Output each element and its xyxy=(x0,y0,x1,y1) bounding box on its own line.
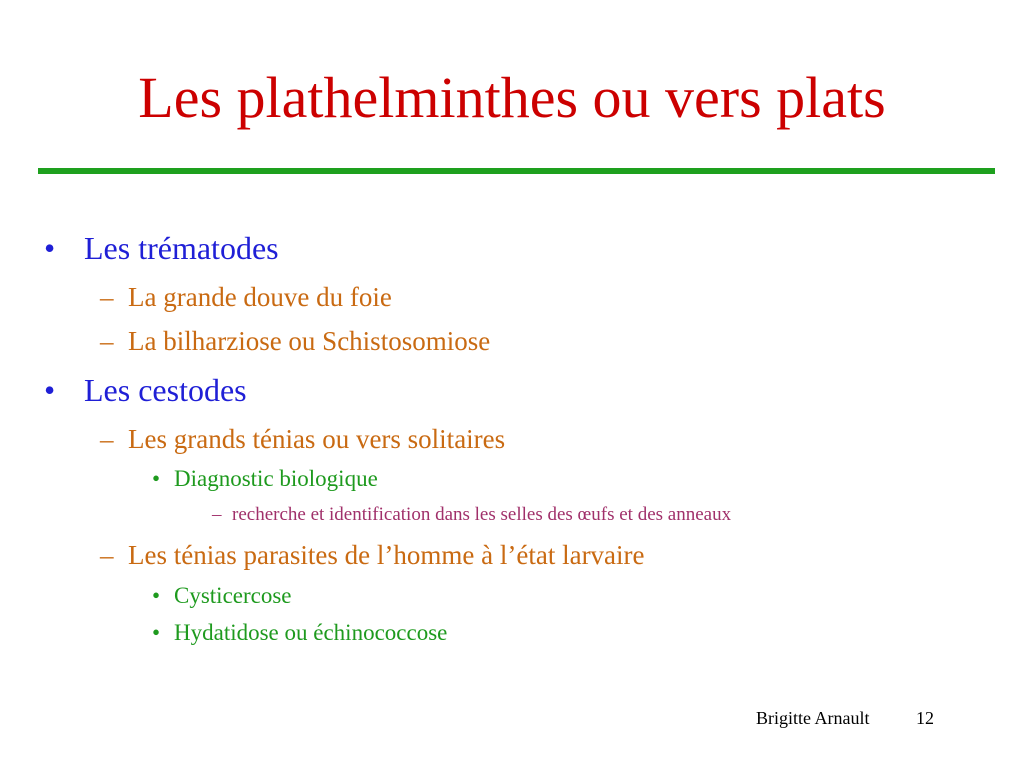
title-divider xyxy=(38,168,995,174)
list-item-text: Les ténias parasites de l’homme à l’état larvaire xyxy=(128,540,645,570)
dash-marker: – xyxy=(212,504,222,525)
dash-marker: – xyxy=(100,326,114,356)
footer-author: Brigitte Arnault xyxy=(756,708,870,728)
slide-title: Les plathelminthes ou vers plats xyxy=(138,65,886,130)
list-item-text: Les trématodes xyxy=(84,230,279,266)
dash-marker: – xyxy=(100,540,114,570)
bullet-marker: • xyxy=(44,230,56,266)
list-item-text: La grande douve du foie xyxy=(128,282,392,312)
bullet-marker: • xyxy=(152,620,161,645)
list-item-text: Hydatidose ou échinococcose xyxy=(174,620,448,645)
list-item-text: recherche et identification dans les selles des œufs et des anneaux xyxy=(232,504,732,525)
bullet-marker: • xyxy=(152,466,161,491)
list-item-text: Les grands ténias ou vers solitaires xyxy=(128,424,506,454)
list-item-text: La bilharziose ou Schistosomiose xyxy=(128,326,491,356)
dash-marker: – xyxy=(100,282,114,312)
dash-marker: – xyxy=(100,424,114,454)
footer-page-number: 12 xyxy=(916,708,934,728)
list-item-text: Les cestodes xyxy=(84,372,247,408)
bullet-marker: • xyxy=(44,372,56,408)
bullet-marker: • xyxy=(152,583,161,608)
list-item-text: Cysticercose xyxy=(174,583,292,608)
list-item-text: Diagnostic biologique xyxy=(174,466,378,491)
